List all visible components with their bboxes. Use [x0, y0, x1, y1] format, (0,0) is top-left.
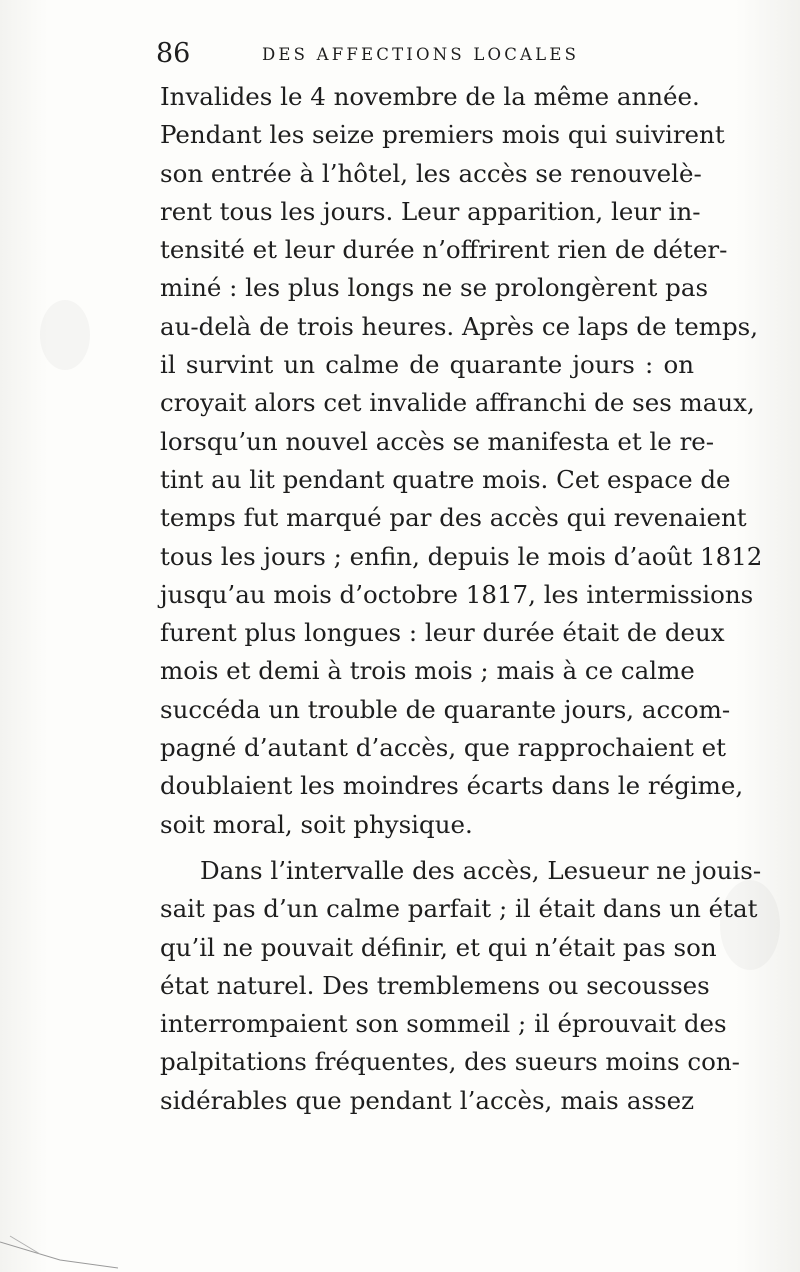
text-line: tous les jours ; enfin, depuis le mois d’août 1812 — [160, 541, 763, 571]
text-line: qu’il ne pouvait définir, et qui n’était pas son — [160, 932, 717, 962]
body-text — [160, 78, 763, 1120]
text-line: soit moral, soit physique. — [160, 809, 473, 839]
text-line: il survint un calme de quarante jours : on — [160, 350, 694, 380]
page-number: 86 — [156, 38, 191, 69]
text-line: furent plus longues : leur durée était de deux — [160, 618, 725, 648]
text-line: Pendant les seize premiers mois qui suivirent — [160, 120, 725, 150]
text-line: au-delà de trois heures. Après ce laps de temps, — [160, 311, 759, 341]
text-line: doublaient les moindres écarts dans le régime, — [160, 771, 744, 801]
text-line: mois et demi à trois mois ; mais à ce calme — [160, 656, 695, 686]
text-line: croyait alors cet invalide affranchi de ses maux, — [160, 388, 755, 418]
paragraph-gap — [160, 844, 694, 852]
text-line: interrompaient son sommeil ; il éprouvait des — [160, 1009, 727, 1039]
text-line: tensité et leur durée n’offrirent rien de déter- — [160, 235, 728, 265]
text-line: succéda un trouble de quarante jours, accom- — [160, 694, 731, 724]
text-line: Dans l’intervalle des accès, Lesueur ne jouis- — [200, 855, 762, 885]
text-line: rent tous les jours. Leur apparition, leur in- — [160, 196, 701, 226]
text-line: miné : les plus longs ne se prolongèrent pas — [160, 273, 709, 303]
paper-stain — [40, 300, 90, 370]
paragraph — [160, 78, 763, 844]
text-line: sidérables que pendant l’accès, mais assez — [160, 1085, 694, 1115]
text-line: lorsqu’un nouvel accès se manifesta et le re- — [160, 426, 715, 456]
text-line: son entrée à l’hôtel, les accès se renouvelè- — [160, 158, 702, 188]
text-line: état naturel. Des tremblemens ou secousses — [160, 970, 710, 1000]
text-line: palpitations fréquentes, des sueurs moins con- — [160, 1047, 740, 1077]
page-header — [156, 38, 696, 70]
page-corner-mark — [0, 1232, 120, 1272]
text-line: temps fut marqué par des accès qui revenaient — [160, 503, 747, 533]
paragraph — [160, 852, 762, 1120]
text-line: tint au lit pendant quatre mois. Cet espace de — [160, 464, 731, 494]
running-head: DES AFFECTIONS LOCALES — [262, 45, 580, 64]
text-line: pagné d’autant d’accès, que rapprochaient et — [160, 733, 727, 763]
text-line: Invalides le 4 novembre de la même année. — [160, 82, 700, 111]
text-line: jusqu’au mois d’octobre 1817, les intermissions — [160, 579, 754, 609]
text-line: sait pas d’un calme parfait ; il était dans un état — [160, 894, 758, 924]
